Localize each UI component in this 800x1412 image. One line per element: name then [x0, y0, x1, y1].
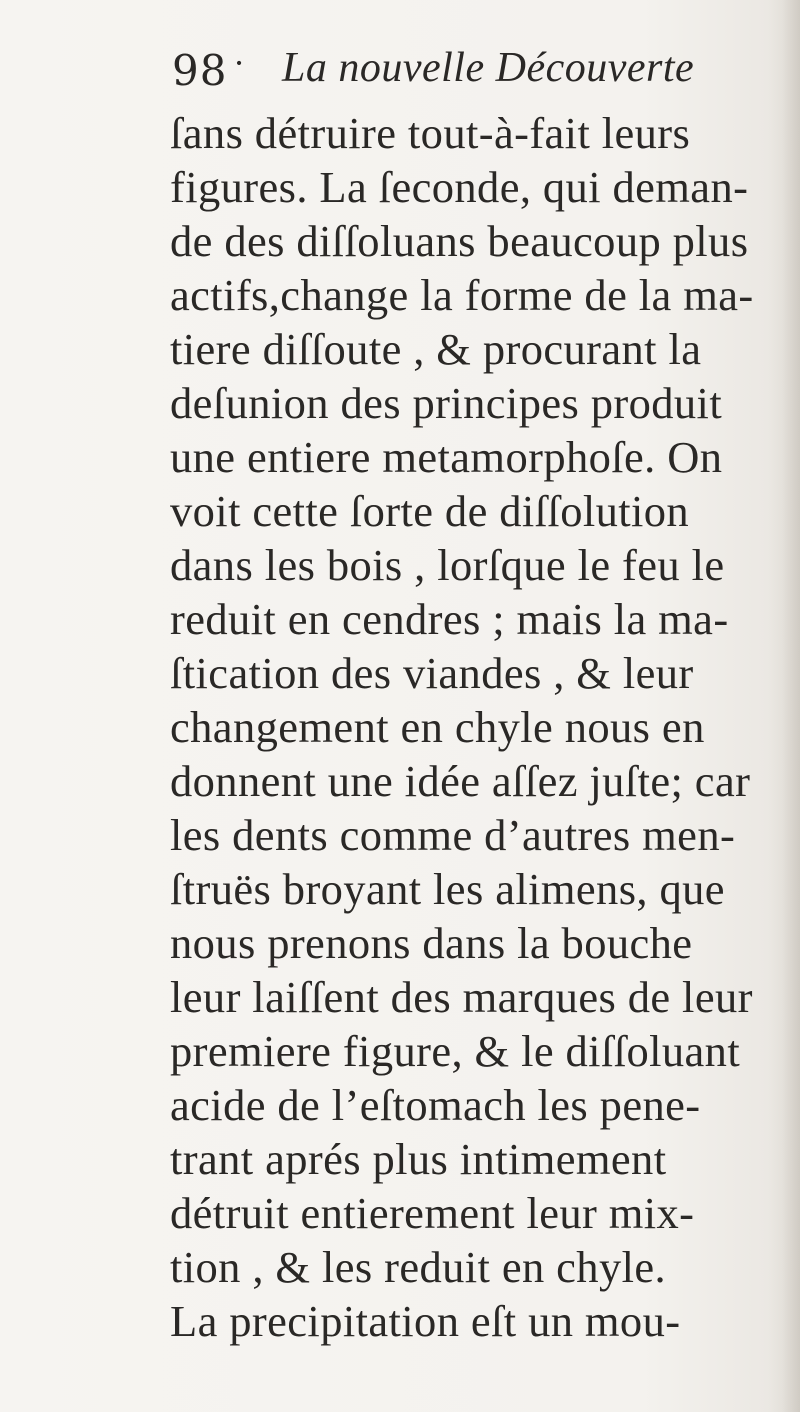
text-line: figures. La ſeconde, qui deman- [170, 162, 749, 212]
text-line: changement en chyle nous en [170, 702, 705, 752]
text-line: leur laiſſent des marques de leur [170, 972, 753, 1022]
text-line: ſans détruire tout-à-fait leurs [170, 108, 691, 158]
running-head [172, 44, 732, 100]
running-head-title: La nouvelle Découverte [282, 45, 695, 91]
text-line: acide de l’eſtomach les pene- [170, 1080, 701, 1130]
text-line: ſtication des viandes , & leur [170, 648, 694, 698]
running-head-separator: · [234, 44, 245, 82]
text-line: ſtruës broyant les alimens, que [170, 864, 725, 914]
body-text [170, 106, 800, 1348]
text-line: trant aprés plus intimement [170, 1134, 667, 1184]
text-line: nous prenons dans la bouche [170, 918, 693, 968]
text-line: actifs,change la forme de la ma- [170, 270, 754, 320]
text-line: donnent une idée aſſez juſte; car [170, 756, 751, 806]
text-line: une entiere metamorphoſe. On [170, 432, 723, 482]
text-line: La precipitation eſt un mou- [170, 1296, 681, 1346]
text-line: tion , & les reduit en chyle. [170, 1242, 667, 1292]
text-line: deſunion des principes produit [170, 378, 723, 428]
text-line: dans les bois , lorſque le feu le [170, 540, 725, 590]
text-line: premiere figure, & le diſſoluant [170, 1026, 741, 1076]
text-line: tiere diſſoute , & procurant la [170, 324, 702, 374]
text-line: détruit entierement leur mix- [170, 1188, 695, 1238]
page-number: 98 [172, 46, 228, 95]
text-line: voit cette ſorte de diſſolution [170, 486, 690, 536]
text-line: les dents comme d’autres men- [170, 810, 736, 860]
text-line: de des diſſoluans beaucoup plus [170, 216, 749, 266]
text-line: reduit en cendres ; mais la ma- [170, 594, 729, 644]
